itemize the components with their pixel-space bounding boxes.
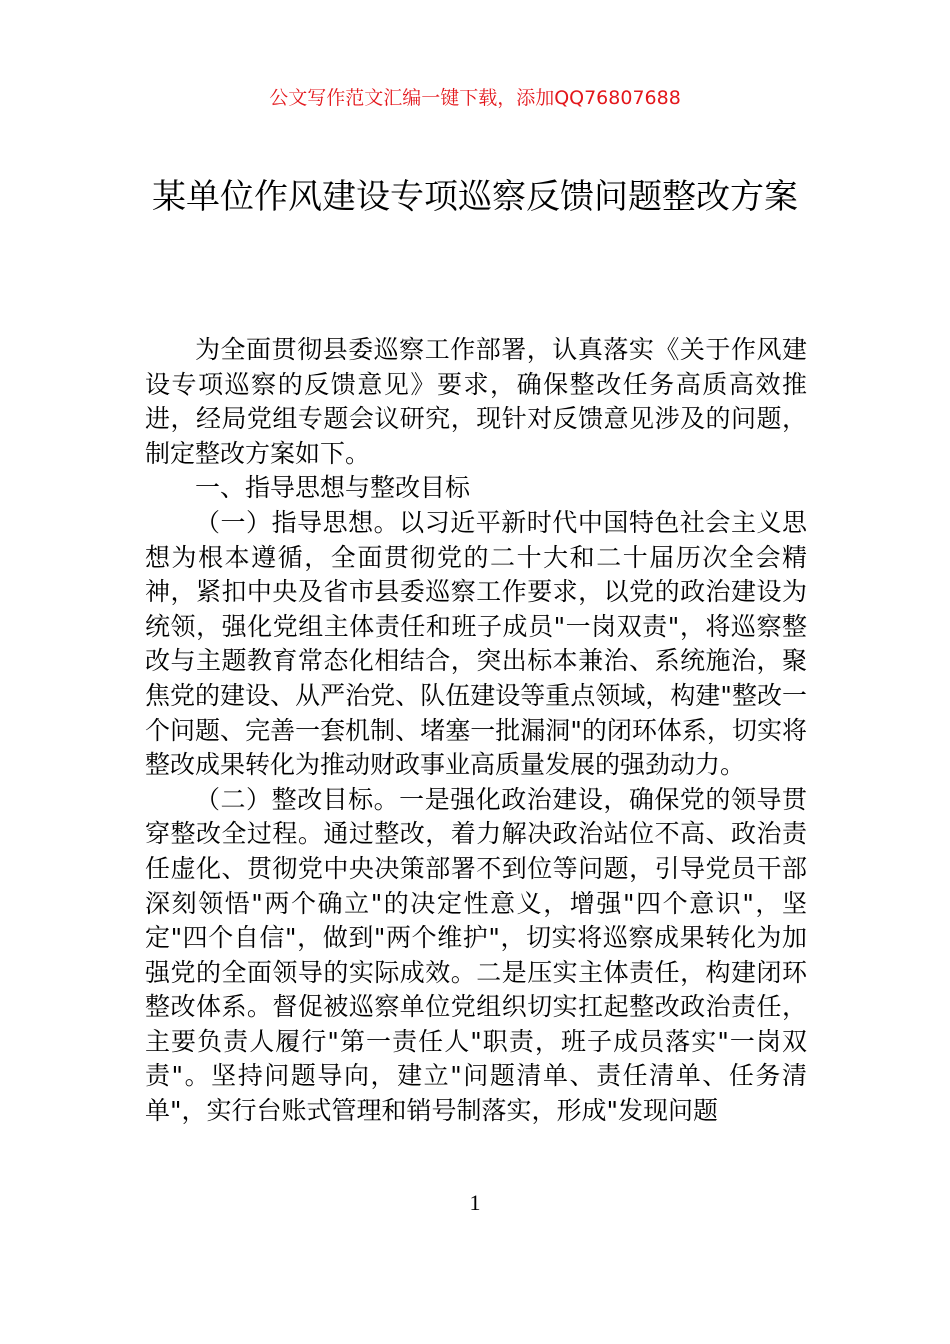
document-title: 某单位作风建设专项巡察反馈问题整改方案 [152, 177, 798, 217]
section-heading: 一、指导思想与整改目标 [195, 473, 471, 503]
document-body [145, 333, 807, 1129]
guiding-ideology-paragraph: （一）指导思想。以习近平新时代中国特色社会主义思想为根本遵循，全面贯彻党的二十大和二十届历次全会精神，紧扣中央及省市县委巡察工作要求，以党的政治建设为统领，强化党组主体责任和班子成员"一岗双责"，将巡察整改与主题教育常态化相结合，突出标本兼治、系统施治，聚焦党的建设、从严治党、队伍建设等重点领域，构建"整改一个问题、完善一套机制、堵塞一批漏洞"的闭环体系，切实将整改成果转化为推动财政事业高质量发展的强劲动力。 [145, 507, 807, 780]
page-number: 1 [469, 1190, 481, 1215]
download-banner: 公文写作范文汇编一键下载，添加QQ76807688 [269, 87, 681, 109]
intro-paragraph: 为全面贯彻县委巡察工作部署，认真落实《关于作风建设专项巡察的反馈意见》要求，确保整改任务高质高效推进，经局党组专题会议研究，现针对反馈意见涉及的问题，制定整改方案如下。 [145, 335, 807, 468]
rectification-goals-paragraph: （二）整改目标。一是强化政治建设，确保党的领导贯穿整改全过程。通过整改，着力解决政治站位不高、政治责任虚化、贯彻党中央决策部署不到位等问题，引导党员干部深刻领悟"两个确立"的决定性意义，增强"四个意识"，坚定"四个自信"，做到"两个维护"，切实将巡察成果转化为加强党的全面领导的实际成效。二是压实主体责任，构建闭环整改体系。督促被巡察单位党组织切实扛起整改政治责任，主要负责人履行"第一责任人"职责，班子成员落实"一岗双责"。坚持问题导向，建立"问题清单、责任清单、任务清单"，实行台账式管理和销号制落实，形成"发现问题 [145, 784, 807, 1126]
